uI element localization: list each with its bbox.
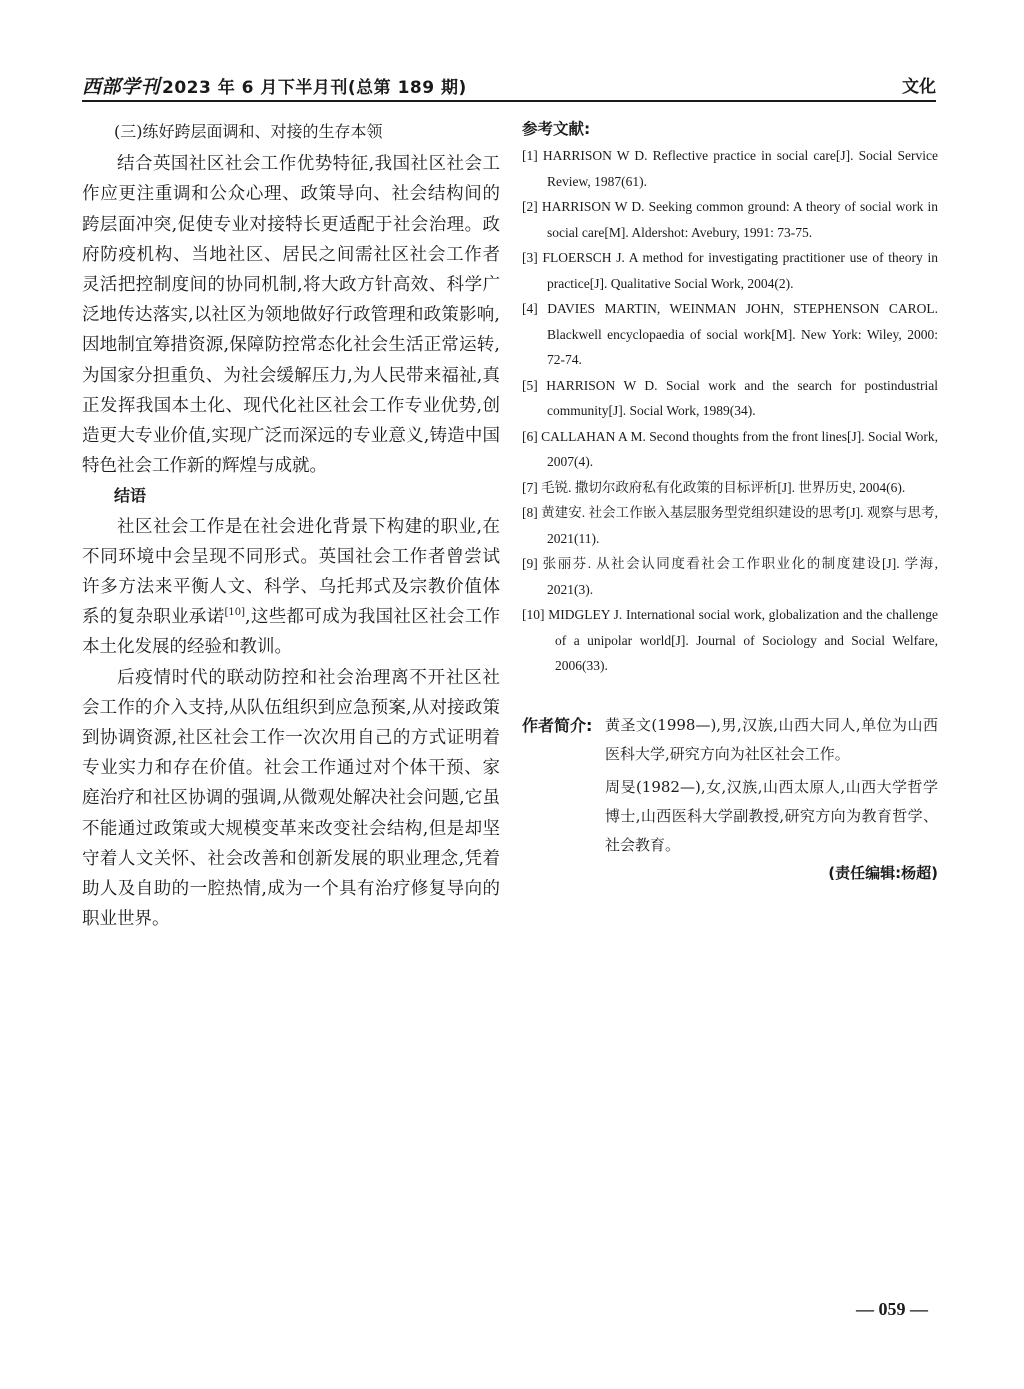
- reference-list: [522, 143, 938, 679]
- author-2-bio: 周旻(1982—),女,汉族,山西太原人,山西大学哲学博士,山西医科大学副教授,研究方向为教育哲学、社会教育。: [605, 777, 938, 854]
- author-1-bio: 黄圣文(1998—),男,汉族,山西大同人,单位为山西医科大学,研究方向为社区社会工作。: [605, 715, 938, 763]
- paragraph-2: [82, 512, 500, 663]
- paragraph-3: 后疫情时代的联动防控和社会治理离不开社区社会工作的介入支持,从队伍组织到应急预案,从对接政策到协调资源,社区社会工作一次次用自己的方式证明着专业实力和存在价值。社会工作通过对个体干预、家庭治疗和社区协调的强调,从微观处解决社会问题,它虽不能通过政策或大规模变革来改变社会结构,但是却坚守着人文关怀、社会改善和创新发展的职业理念,凭着助人及自助的一腔热情,成为一个具有治疗修复导向的职业世界。: [82, 667, 500, 930]
- paragraph-2-text-end: ,这些都可成为我国社区社会工作本土化发展的经验和教训。: [82, 607, 501, 658]
- subsection-heading: (三)练好跨层面调和、对接的生存本领: [114, 122, 383, 141]
- author-bio-label: 作者简介:: [522, 715, 593, 735]
- reference-item: [6] CALLAHAN A M. Second thoughts from the front lines[J]. Social Work, 2007(4).: [522, 428, 938, 469]
- reference-item: [8] 黄建安. 社会工作嵌入基层服务型党组织建设的思考[J]. 观察与思考, 2021(11).: [522, 505, 938, 546]
- reference-item: [7] 毛锐. 撒切尔政府私有化政策的目标评析[J]. 世界历史, 2004(6).: [522, 479, 906, 495]
- author-bio-text: [605, 711, 938, 860]
- reference-item: [2] HARRISON W D. Seeking common ground: A theory of social work in social care[M]. Aldershot: Avebury, 1991: 73-75.: [522, 199, 938, 240]
- reference-item: [3] FLOERSCH J. A method for investigating practitioner use of theory in practice[J]. Qualitative Social Work, 2004(2).: [522, 250, 938, 291]
- reference-item: [10] MIDGLEY J. International social work, globalization and the challenge of a unipolar world[J]. Journal of Sociology and Social Welfare, 2006(33).: [522, 607, 938, 673]
- page-number: — 059 —: [856, 1299, 928, 1319]
- journal-title: [82, 72, 467, 99]
- paragraph-2-text: 社区社会工作是在社会进化背景下构建的职业,在不同环境中会呈现不同形式。英国社会工作者曾尝试许多方法来平衡人文、科学、乌托邦式及宗教价值体系的复杂职业承诺: [82, 516, 500, 628]
- page-header: [82, 72, 936, 100]
- reference-item: [5] HARRISON W D. Social work and the search for postindustrial community[J]. Social Work, 1989(34).: [522, 377, 938, 418]
- paragraph-1: 结合英国社区社会工作优势特征,我国社区社会工作应更注重调和公众心理、政策导向、社会结构间的跨层面冲突,促使专业对接特长更适配于社会治理。政府防疫机构、当地社区、居民之间需社区社会工作者灵活把控制度间的协同机制,将大政方针高效、科学广泛地传达落实,以社区为领地做好行政管理和政策影响,因地制宜筹措资源,保障防控常态化社会生活正常运转,为国家分担重负、为社会缓解压力,为人民带来福祉,真正发挥我国本土化、现代化社区社会工作专业优势,创造更大专业价值,实现广泛而深远的专业意义,铸造中国特色社会工作新的辉煌与成就。: [82, 154, 500, 477]
- section-name: 文化: [902, 77, 936, 97]
- author-bio: [522, 711, 938, 860]
- right-column: [522, 117, 938, 883]
- header-rule: [82, 100, 936, 102]
- conclusion-heading: 结语: [114, 486, 147, 506]
- reference-item: [9] 张丽芬. 从社会认同度看社会工作职业化的制度建设[J]. 学海, 2021(3).: [522, 556, 938, 597]
- reference-item: [4] DAVIES MARTIN, WEINMAN JOHN, STEPHENSON CAROL. Blackwell encyclopaedia of social work[M]. New York: Wiley, 2000: 72-74.: [522, 301, 938, 367]
- references-title: 参考文献:: [522, 120, 591, 138]
- reference-item: [1] HARRISON W D. Reflective practice in social care[J]. Social Service Review, 1987(61).: [522, 148, 938, 189]
- citation-10: [10]: [224, 607, 246, 619]
- journal-logo: 西部学刊: [82, 76, 161, 98]
- responsible-editor: (责任编辑:杨超): [828, 863, 938, 882]
- left-column: [82, 117, 500, 934]
- journal-issue: 2023 年 6 月下半月刊(总第 189 期): [162, 78, 467, 98]
